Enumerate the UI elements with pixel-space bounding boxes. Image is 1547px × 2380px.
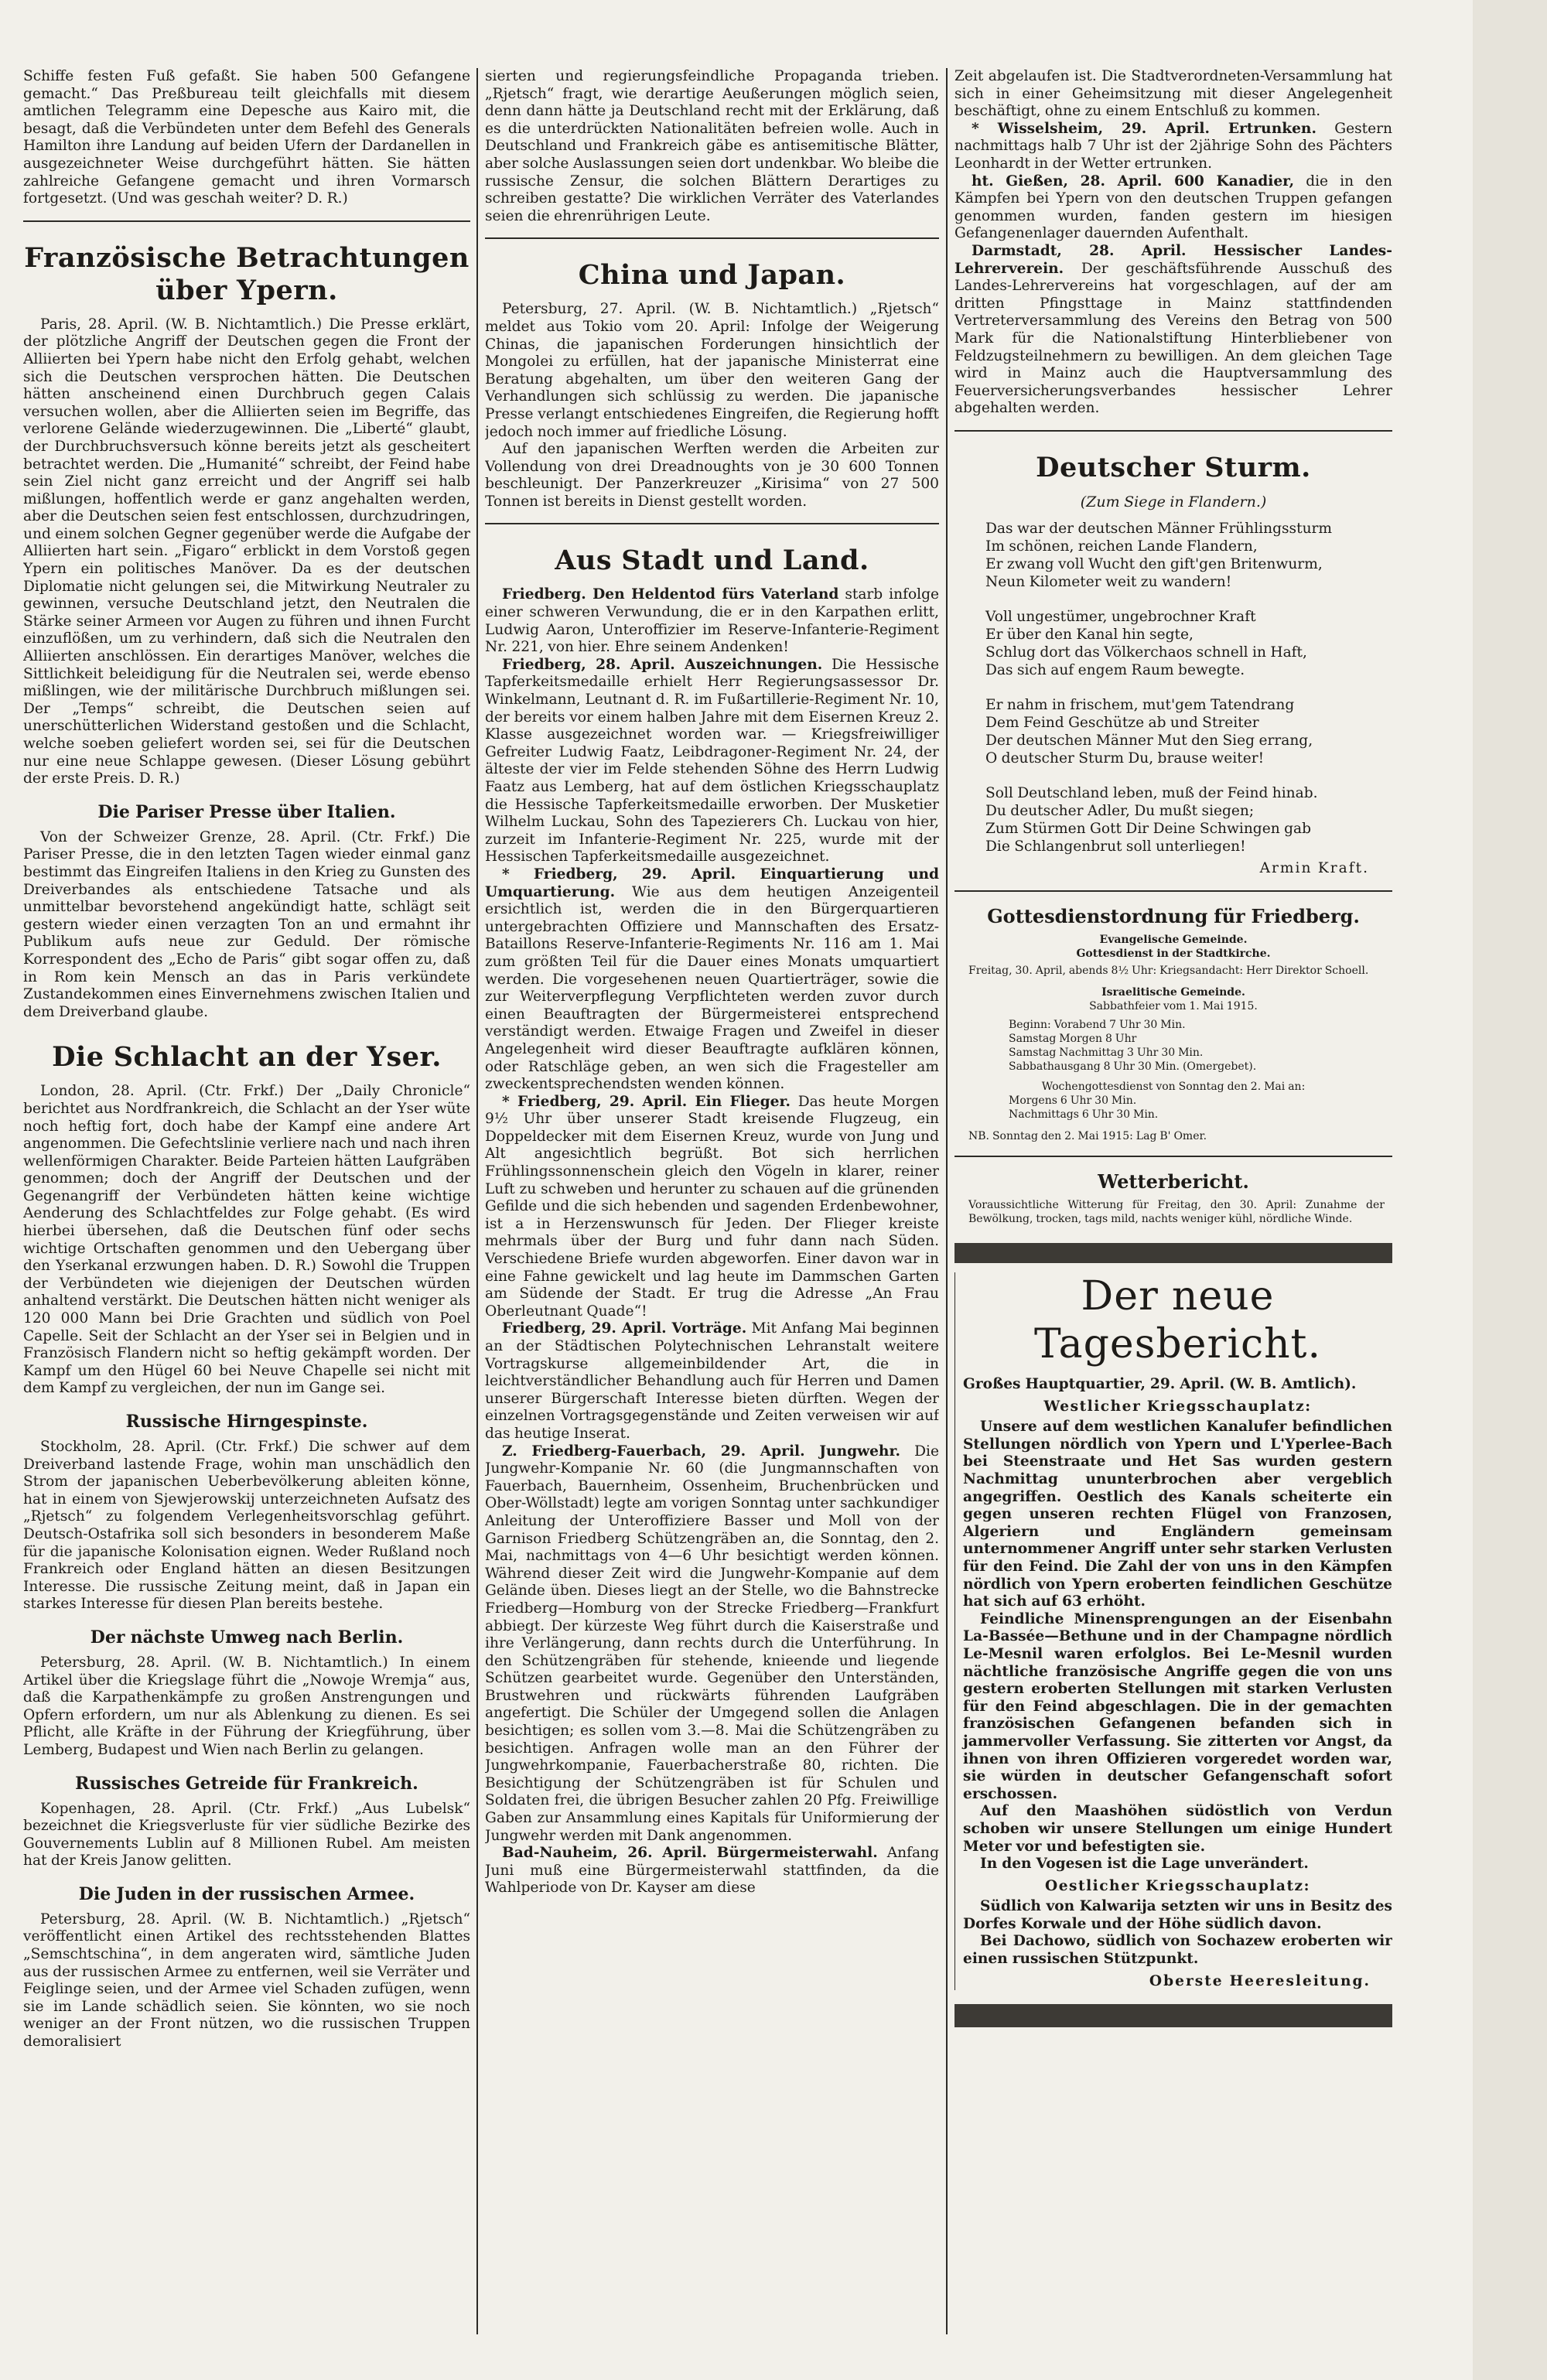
poem-line: Du deutscher Adler, Du mußt siegen; bbox=[985, 803, 1255, 820]
article-continuation: Zeit abgelaufen ist. Die Stadtverordneten-Versammlung hat sich in einer Geheimsitzung mit dieser Angelegenheit beschäftigt, ohne zu einem Entschluß zu kommen. bbox=[954, 68, 1392, 120]
poem-line: Schlug dort das Völkerchaos schnell in Haft, bbox=[985, 644, 1307, 661]
poem-line: Zum Stürmen Gott Dir Deine Schwingen gab bbox=[985, 821, 1311, 838]
poem-stanza bbox=[985, 784, 1392, 855]
gottesdienst-note: NB. Sonntag den 2. Mai 1915: Lag B' Omer. bbox=[968, 1130, 1207, 1143]
local-news-head: * Friedberg, 29. April. Einquartierung und Umquartierung. bbox=[485, 866, 939, 900]
poem-stanza bbox=[985, 520, 1392, 591]
poem-line: Er nahm in frischem, mut'gem Tatendrang bbox=[985, 697, 1295, 714]
tagesbericht-intro: Großes Hauptquartier, 29. April. (W. B. Amtlich). bbox=[963, 1376, 1357, 1393]
article-china-japan-body-2: Auf den japanischen Werften werden die Arbeiten zur Vollendung von drei Dreadnoughts von je 30 600 Tonnen beschleunigt. Der Panzerkreuzer „Kirisima“ von 27 500 Tonnen ist bereits in Dienst gestellt worden. bbox=[485, 441, 939, 510]
local-news-item bbox=[485, 1845, 939, 1897]
poem bbox=[985, 520, 1392, 855]
local-news-item bbox=[485, 1094, 939, 1321]
poem-author: Armin Kraft. bbox=[1259, 860, 1369, 877]
local-news-item bbox=[485, 657, 939, 866]
wetterbericht-text: Voraussichtliche Witterung für Freitag, den 30. April: Zunahme der Bewölkung, trocken, tags mild, nachts weniger kühl, nördliche Winde. bbox=[968, 1199, 1385, 1226]
column-middle bbox=[485, 68, 939, 2350]
poem-line: Dem Feind Geschütze ab und Streiter bbox=[985, 715, 1259, 732]
gottesdienst-ev-text: Freitag, 30. April, abends 8½ Uhr: Kriegsandacht: Herr Direktor Schoell. bbox=[968, 965, 1369, 978]
tagesbericht-ost-1: Südlich von Kalwarija setzten wir uns in Besitz des Dorfes Korwale und der Höhe südlich davon. bbox=[963, 1898, 1392, 1932]
local-news-item bbox=[954, 173, 1392, 243]
local-news-item bbox=[485, 866, 939, 1094]
gottesdienst-title: Gottesdienstordnung für Friedberg. bbox=[987, 905, 1360, 928]
local-news-head: Friedberg, 29. April. Vorträge. bbox=[502, 1320, 747, 1337]
headline-ypern: Französische Betrachtungen über Ypern. bbox=[24, 241, 470, 306]
schedule-line: Morgens 6 Uhr 30 Min. bbox=[1009, 1094, 1137, 1108]
tagesbericht-ost-heading: Oestlicher Kriegsschauplatz: bbox=[1045, 1877, 1310, 1894]
tagesbericht-west-4: In den Vogesen ist die Lage unverändert. bbox=[980, 1856, 1309, 1873]
local-news-text: Wie aus dem heutigen Anzeigenteil ersichtlich ist, werden die in den Bürgerquartieren untergebrachten Offiziere und Mannschaften des Ersatz-Bataillons Reserve-Infanterie-Regiments Nr. 116 am 1. Mai zum größten Teil für die Dauer eines Monats umquartiert werden. Die vorgesehenen neuen Quartierträger, sowie die zur Weiterverpflegung Verpflichteten werden zuvor durch einen Beauftragten der Bürgermeisterei entsprechend verständigt werden. Etwaige Fragen und Zweifel in dieser Angelegenheit wird dieser Beauftragte aufklären können, oder Ratschläge geben, an wen sich die Fragesteller am zweckentsprechendsten wenden können. bbox=[485, 883, 939, 1093]
wetterbericht-title: Wetterbericht. bbox=[1098, 1170, 1249, 1193]
divider bbox=[485, 523, 939, 524]
column-rule-right bbox=[946, 68, 948, 2334]
local-news-text: Anfang Juni muß eine Bürgermeisterwahl stattfinden, da die Wahlperiode von Dr. Kayser am diese bbox=[485, 1845, 939, 1897]
gottesdienst-is-heading: Israelitische Gemeinde. bbox=[1101, 986, 1245, 999]
local-news-head: * Friedberg, 29. April. Ein Flieger. bbox=[502, 1093, 791, 1110]
headline-hirngespinste: Russische Hirngespinste. bbox=[125, 1412, 368, 1432]
column-rule-left bbox=[476, 68, 478, 2334]
tagesbericht-signature: Oberste Heeresleitung. bbox=[1149, 1972, 1371, 1989]
local-news-text: Die Jungwehr-Kompanie Nr. 60 (die Jungmannschaften von Fauerbach, Bauernheim, Ossenheim, Bruchenbrücken und Ober-Wöllstadt) legte am vorigen Sonntag unter sachkundiger Anleitung der Unteroffiziere Basser und Moll von der Garnison Friedberg Schützengräben an, die Sonntag, den 2. Mai, nachmittags von 4—6 Uhr besichtigt werden können. Während dieser Zeit wird die Jungwehr-Kompanie auf dem Gelände üben. Dieses liegt an der Stelle, wo die Bahnstrecke Friedberg—Homburg von der Strecke Friedberg—Frankfurt abbiegt. Der kürzeste Weg führt durch die Kaiserstraße und ihre Verlängerung, dann rechts durch die Unterführung. In den Schützengräben für stehende, knieende und liegende Schützen gearbeitet wurde. Gegenüber den Unterständen, Brustwehren und rückwärts führenden Laufgräben angefertigt. Die Schüler der Umgegend sollen die Anlagen besichtigen; es sollen vom 3.—8. Mai die Schützengräben zu besichtigen. Anfragen wolle man an den Führer der Jungwehrkompanie, Fauerbacherstraße 80, richten. Die Besichtigung der Schützengräben ist für Schulen und Soldaten frei, die übrigen Besucher zahlen 20 Pfg. Freiwillige Gaben zur Ansammlung eines Kapitals für Uniformierung der Jungwehr werden mit Dank angenommen. bbox=[485, 1443, 939, 1844]
tagesbericht-west-2: Feindliche Minensprengungen an der Eisenbahn La-Bassée—Bethune und in der Champagne nördlich Le-Mesnil waren erfolglos. Bei Le-Mesnil wurden nächtliche französische Angriffe gegen die von uns gestern eroberten Stellungen mit starken Verlusten für den Feind abgeschlagen. Die in der gemachten französischen Gefangenen befanden sich in jammervoller Verfassung. Sie zitterten vor Angst, da ihnen von ihren Offizieren vorgeredet worden war, sie würden in deutscher Gefangenschaft sofort erschossen. bbox=[963, 1610, 1392, 1802]
article-china-japan-body: Petersburg, 27. April. (W. B. Nichtamtlich.) „Rjetsch“ meldet aus Tokio vom 20. April: Infolge der Weigerung Chinas, die japanischen Forderungen hinsichtlich der Mongolei zu erfüllen, hat der japanische Ministerrat eine Beratung abgehalten, um über den weiteren Gang der Verhandlungen sich schlüssig zu werden. Die japanische Presse verlangt entschiedenes Eingreifen, die Regierung hofft jedoch noch immer auf friedliche Lösung. bbox=[485, 301, 939, 440]
schedule-line: Samstag Nachmittag 3 Uhr 30 Min. bbox=[1009, 1047, 1204, 1060]
local-news-text: die in den Kämpfen bei Ypern von den deutschen Truppen gefangen genommen wurden, fanden gestern im hiesigen Gefangenenlager dauernden Aufenthalt. bbox=[954, 172, 1392, 242]
local-news-head: Friedberg, 28. April. Auszeichnungen. bbox=[502, 656, 823, 673]
poem-line: Voll ungestümer, ungebrochner Kraft bbox=[985, 609, 1256, 626]
gottesdienst-ev-heading: Evangelische Gemeinde. bbox=[1099, 934, 1248, 947]
column-left bbox=[23, 68, 470, 2350]
local-news-text: Das heute Morgen 9½ Uhr über unserer Stadt kreisende Flugzeug, ein Doppeldecker mit dem Eisernen Kreuz, wurde von Jung und Alt angesichtlich begrüßt. Bot sich herrlichen Frühlingssonnenschein gleich den Vögeln in klarer, reiner Luft zu schweben und herunter zu schauen auf die grünenden Gefilde und die sich hebenden und sagenden Erdenbewohner, ist a in Herzenswunsch für Jeden. Der Flieger kreiste mehrmals über der Burg und fuhr dann nach Süden. Verschiedene Briefe wurden abgeworfen. Einer davon war in eine Fahne gewickelt und lag heute im Dammschen Garten am Südende der Stadt. Er trug die Adresse „An Frau Oberleutnant Quade“! bbox=[485, 1093, 939, 1320]
schedule-line: Beginn: Vorabend 7 Uhr 30 Min. bbox=[1009, 1019, 1186, 1032]
headline-stadt-land: Aus Stadt und Land. bbox=[555, 545, 869, 577]
local-news-head: Z. Friedberg-Fauerbach, 29. April. Jungwehr. bbox=[502, 1443, 901, 1460]
headline-getreide: Russisches Getreide für Frankreich. bbox=[75, 1773, 418, 1794]
article-continuation: sierten und regierungsfeindliche Propaganda trieben. „Rjetsch“ fragt, wie derartige Aeußerungen möglich seien, denn dann hätte ja Deutschland recht mit der Erklärung, daß es die unterdrückten Nationalitäten befreien wolle. Auch in Deutschland und Frankreich gäbe es antisemitische Blätter, aber solche Auslassungen seien dort undenkbar. Wo bleibe die russische Zensur, die solchen Blättern Derartiges zu schreiben gestatte? Die wirklichen Verräter des Vaterlandes seien die ehrenrührigen Leute. bbox=[485, 68, 939, 224]
local-news-item bbox=[954, 243, 1392, 418]
poem-stanza bbox=[985, 608, 1392, 679]
schedule-line: Samstag Morgen 8 Uhr bbox=[1009, 1033, 1137, 1046]
poem-stanza bbox=[985, 696, 1392, 767]
gottesdienst-wo-sub: Wochengottesdienst von Sonntag den 2. Mai an: bbox=[1041, 1081, 1306, 1094]
local-news-item bbox=[485, 1443, 939, 1846]
column-right bbox=[954, 68, 1392, 2350]
divider bbox=[485, 237, 939, 239]
tagesbericht-west-3: Auf den Maashöhen südöstlich von Verdun schoben wir unsere Stellungen um einige Hundert Meter vor und befestigten sie. bbox=[963, 1803, 1392, 1855]
schedule-line: Nachmittags 6 Uhr 30 Min. bbox=[1009, 1108, 1159, 1122]
local-news-text: starb infolge einer schweren Verwundung, die er in den Karpathen erlitt, Ludwig Aaron, Unteroffizier im Reserve-Infanterie-Regiment Nr. 221, von hier. Ehre seinem Andenken! bbox=[485, 586, 939, 656]
article-juden-armee-body: Petersburg, 28. April. (W. B. Nichtamtlich.) „Rjetsch“ veröffentlicht einen Artikel des rechtsstehenden Blattes „Semschtschina“, in dem angeraten wird, sämtliche Juden aus der russischen Armee zu entfernen, weil sie Verräter und Feiglinge seien, und der Armee viel Schaden zufügen, wenn sie im Lande schädlich seien. Sie könnten, wo sie noch weniger an der Front nützen, wo die russischen Truppen demoralisiert bbox=[23, 1910, 470, 2050]
tagesbericht-title: Der neue Tagesbericht. bbox=[1034, 1273, 1321, 1368]
local-news-text: Gestern nachmittags halb 7 Uhr ist der 2jährige Sohn des Pächters Leonhardt in der Wetter ertrunken. bbox=[954, 120, 1392, 172]
local-news-text: Mit Anfang Mai beginnen an der Städtischen Polytechnischen Lehranstalt weitere Vortragskurse allgemeinbildender Art, die in leichtverständlicher Behandlung auch für Herren und Damen unserer Bürgerschaft Interesse bieten dürften. Wegen der einzelnen Vortragsgegenstände und Zeiten verweisen wir auf das heutige Inserat. bbox=[485, 1320, 939, 1442]
headline-pariser-presse: Die Pariser Presse über Italien. bbox=[97, 801, 396, 822]
article-hirngespinste-body: Stockholm, 28. April. (Ctr. Frkf.) Die schwer auf dem Dreiverband lastende Frage, wohin man unschädlich den Strom der japanischen Ueberbevölkerung ableiten könne, hat in einem von Sjewjerowskij unterzeichneten Aufsatz des „Rjetsch“ zu folgendem Verlegenheitsvorschlag geführt. Deutsch-Ostafrika soll sich besonders in besonderem Maße für die japanische Kolonisation eignen. Weder Rußland noch Frankreich oder England hätten an diesen Besitzungen Interesse. Die russische Zeitung meint, daß in Japan ein starkes Interesse für diesen Plan bereits bestehe. bbox=[23, 1439, 470, 1613]
gottesdienst-ev-sub: Gottesdienst in der Stadtkirche. bbox=[1076, 948, 1271, 961]
local-news-head: Friedberg. Den Heldentod fürs Vaterland bbox=[502, 586, 839, 603]
local-news-head: ht. Gießen, 28. April. 600 Kanadier, bbox=[972, 172, 1295, 190]
article-ypern-body: Paris, 28. April. (W. B. Nichtamtlich.) Die Presse erklärt, der plötzliche Angriff der Deutschen gegen die Front der Alliierten bei Ypern habe nicht den Erfolg gehabt, welchen sich die Deutschen versprochen hätten. Die Deutschen hätten anscheinend einen Durchbruch gegen Calais versuchen wollen, aber die Alliierten seien im Begriffe, das verlorene Gelände wiederzugewinnen. Die „Liberté“ glaubt, der Durchbruchsversuch könne bereits jetzt als gescheitert betrachtet werden. Die „Humanité“ schreibt, der Feind habe sein Ziel nicht ganz erreicht und der Angriff sei halb mißlungen, hoffentlich werde er ganz angehalten werden, aber die Deutschen seien fest entschlossen, durchzudringen, und einem solchen Gegner gegenüber werde die Aufgabe der Alliierten hart sein. „Figaro“ erblickt in dem Vorstoß gegen Ypern ein politisches Manöver. Da es der deutschen Diplomatie nicht gelungen sei, die Mitwirkung Neutraler zu gewinnen, versuche Deutschland jetzt, den Neutralen die Stärke seiner Armeen vor Augen zu führen und ihnen Furcht einzuflößen, um zu verhindern, daß sich die Neutralen den Alliierten anschlössen. Ein derartiges Manöver, welches die Sittlichkeit beleidigung für die Neutralen sei, werde ebenso mißlingen, wie der militärische Durchbruch mißlungen sei. Der „Temps“ schreibt, die Deutschen seien auf unerschütterlichen Widerstand gestoßen und die Schlacht, welche soeben geliefert worden sei, sei für die Deutschen nur eine neue Schlappe gewesen. (Dieser Lösung gebührt der erste Preis. D. R.) bbox=[23, 316, 470, 787]
band-top bbox=[954, 1243, 1392, 1263]
divider bbox=[954, 1156, 1392, 1157]
band-bottom bbox=[954, 2004, 1392, 2027]
tagesbericht-west-heading: Westlicher Kriegsschauplatz: bbox=[1043, 1398, 1312, 1415]
headline-juden-armee: Die Juden in der russischen Armee. bbox=[78, 1883, 415, 1904]
headline-schlacht-yser: Die Schlacht an der Yser. bbox=[52, 1041, 442, 1074]
divider bbox=[954, 430, 1392, 432]
poem-line: Die Schlangenbrut soll unterliegen! bbox=[985, 838, 1246, 855]
tagesbericht-box bbox=[954, 1272, 1392, 1990]
article-getreide-body: Kopenhagen, 28. April. (Ctr. Frkf.) „Aus Lubelsk“ bezeichnet die Kriegsverluste für vier südliche Bezirke des Gouvernements Lublin auf 8 Millionen Rubel. Am meisten hat der Kreis Janow gelitten. bbox=[23, 1800, 470, 1870]
poem-subtitle: (Zum Siege in Flandern.) bbox=[1080, 493, 1267, 510]
local-news-item bbox=[485, 586, 939, 656]
divider bbox=[23, 220, 470, 222]
tagesbericht-west-1: Unsere auf dem westlichen Kanalufer befindlichen Stellungen nördlich von Ypern und L'Yperlee-Bach bei Steenstraate und Het Sas wurden gestern Nachmittag ununterbrochen aber vergeblich angegriffen. Oestlich des Kanals scheiterte ein gegen unseren rechten Flügel von Franzosen, Algeriern und Engländern gemeinsam unternommener Angriff unter sehr starken Verlusten für den Feind. Die Zahl der von uns in den Kämpfen nördlich von Ypern eroberten feindlichen Geschütze hat sich auf 63 erhöht. bbox=[963, 1419, 1392, 1610]
poem-line: Im schönen, reichen Lande Flandern, bbox=[985, 538, 1258, 555]
poem-line: Soll Deutschland leben, muß der Feind hinab. bbox=[985, 785, 1318, 802]
poem-line: Neun Kilometer weit zu wandern! bbox=[985, 574, 1232, 591]
poem-line: Er zwang voll Wucht den gift'gen Britenwurm, bbox=[985, 556, 1323, 573]
local-news-item bbox=[485, 1320, 939, 1443]
poem-line: Das war der deutschen Männer Frühlingssturm bbox=[985, 521, 1333, 538]
page-margin bbox=[1473, 0, 1547, 2380]
local-news-text: Die Hessische Tapferkeitsmedaille erhielt Herr Regierungsassessor Dr. Winkelmann, Leutnant d. R. im Fußartillerie-Regiment Nr. 10, der bereits vor einem halben Jahre mit dem Eisernen Kreuz 2. Klasse ausgezeichnet worden war. — Kriegsfreiwilliger Gefreiter Ludwig Faatz, Leibdragoner-Regiment Nr. 24, der älteste der vier im Felde stehenden Söhne des Herrn Ludwig Faatz aus Lemberg, hat auf dem östlichen Kriegsschauplatz die Hessische Tapferkeitsmedaille erworben. Der Musketier Wilhelm Luckau, Sohn des Tapezierers Ch. Luckau von hier, zurzeit im Infanterie-Regiment Nr. 225, wurde mit der Hessischen Tapferkeitsmedaille ausgezeichnet. bbox=[485, 656, 939, 866]
article-continuation: Schiffe festen Fuß gefaßt. Sie haben 500 Gefangene gemacht.“ Das Preßbureau teilt gleichfalls mit diesem amtlichen Telegramm eine Depesche aus Kairo mit, die besagt, daß die Verbündeten unter dem Befehl des Generals Hamilton ihre Landung auf beiden Ufern der Dardanellen in ausgezeichneter Weise durchgeführt hätten. Sie hätten zahlreiche Gefangene gemacht und ihren Vormarsch fortgesetzt. (Und was geschah weiter? D. R.) bbox=[23, 68, 470, 207]
local-news-head: Bad-Nauheim, 26. April. Bürgermeisterwahl. bbox=[502, 1845, 878, 1862]
schedule-line: Sabbathausgang 8 Uhr 30 Min. (Omergebet). bbox=[1009, 1060, 1257, 1074]
article-pariser-presse-body: Von der Schweizer Grenze, 28. April. (Ctr. Frkf.) Die Pariser Presse, die in den letzten Tagen wieder einmal ganz bestimmt das Eingreifen Italiens in den Krieg zu Gunsten des Dreiverbandes als entschiedene Tatsache und als unmittelbar bevorstehend angekündigt hatte, schlägt seit gestern wieder einen verzagten Ton an und ermahnt ihr Publikum aufs neue zur Geduld. Der römische Korrespondent des „Echo de Paris“ gibt sogar offen zu, daß in Rom kein Mensch an das in Paris verkündete Zustandekommen eines Einvernehmens zwischen Italien und dem Dreiverband glaube. bbox=[23, 828, 470, 1020]
headline-umweg-berlin: Der nächste Umweg nach Berlin. bbox=[90, 1627, 404, 1648]
poem-line: Der deutschen Männer Mut den Sieg errang, bbox=[985, 732, 1313, 750]
poem-line: O deutscher Sturm Du, brause weiter! bbox=[985, 750, 1265, 767]
poem-line: Das sich auf engem Raum bewegte. bbox=[985, 662, 1245, 679]
poem-line: Er über den Kanal hin segte, bbox=[985, 627, 1194, 644]
article-schlacht-yser-body: London, 28. April. (Ctr. Frkf.) Der „Daily Chronicle“ berichtet aus Nordfrankreich, die Schlacht an der Yser wüte noch heftig fort, doch habe der Kampf eine andere Art angenommen. Die Gefechtslinie verliere nach und nach ihren wellenförmigen Charakter. Beide Parteien hätten Laufgräben genommen; doch der Angriff der Deutschen und der Gegenangriff der Verbündeten hätten keine wichtige Aenderung des Schlachtfeldes zur Folge gehabt. (Es wird hierbei übersehen, daß die Deutschen fünf oder sechs wichtige Ortschaften genommen und den Uebergang über den Yserkanal erzwungen haben. D. R.) Sowohl die Truppen der Verbündeten wie diejenigen der Deutschen würden anhaltend verstärkt. Die Deutschen hätten nicht weniger als 120 000 Mann bei Drie Grachten und südlich von Poel Capelle. Seit der Schlacht an der Yser sei in Belgien und in Französisch Flandern nicht so heftig gekämpft worden. Der Kampf um den Hügel 60 bei Neuve Chapelle sei nicht mit dem Kampf zu vergleichen, der nun im Gange sei. bbox=[23, 1083, 470, 1397]
local-news-head: * Wisselsheim, 29. April. Ertrunken. bbox=[972, 120, 1316, 137]
poem-title: Deutscher Sturm. bbox=[1036, 451, 1311, 483]
divider bbox=[954, 890, 1392, 892]
gottesdienst-is-sub: Sabbathfeier vom 1. Mai 1915. bbox=[1089, 1000, 1258, 1013]
local-news-text: Der geschäftsführende Ausschuß des Landes-Lehrervereins hat vorgeschlagen, auf der am dritten Pfingsttage in Mainz stattfindenden Vertreterversammlung des Vereins den Betrag von 500 Mark für die Nationalstiftung Hinterbliebener von Feldzugsteilnehmern zu bewilligen. An dem gleichen Tage wird in Mainz auch die Hauptversammlung des Feuerversicherungsverbandes hessischer Lehrer abgehalten werden. bbox=[954, 260, 1392, 417]
tagesbericht-ost-2: Bei Dachowo, südlich von Sochazew eroberten wir einen russischen Stützpunkt. bbox=[963, 1933, 1392, 1968]
article-umweg-berlin-body: Petersburg, 28. April. (W. B. Nichtamtlich.) In einem Artikel über die Kriegslage führt die „Nowoje Wremja“ aus, daß die Karpathenkämpfe zu großen Anstrengungen und Opfern erfordern, um nur als Ablenkung zu dienen. Es sei Pflicht, alle Kräfte in der Führung der Kriegführung, über Lemberg, Budapest und Wien nach Berlin zu gelangen. bbox=[23, 1654, 470, 1758]
local-news-item bbox=[954, 121, 1392, 173]
headline-china-japan: China und Japan. bbox=[578, 259, 846, 292]
local-news-head: Darmstadt, 28. April. Hessischer Landes-Lehrerverein. bbox=[954, 242, 1392, 277]
